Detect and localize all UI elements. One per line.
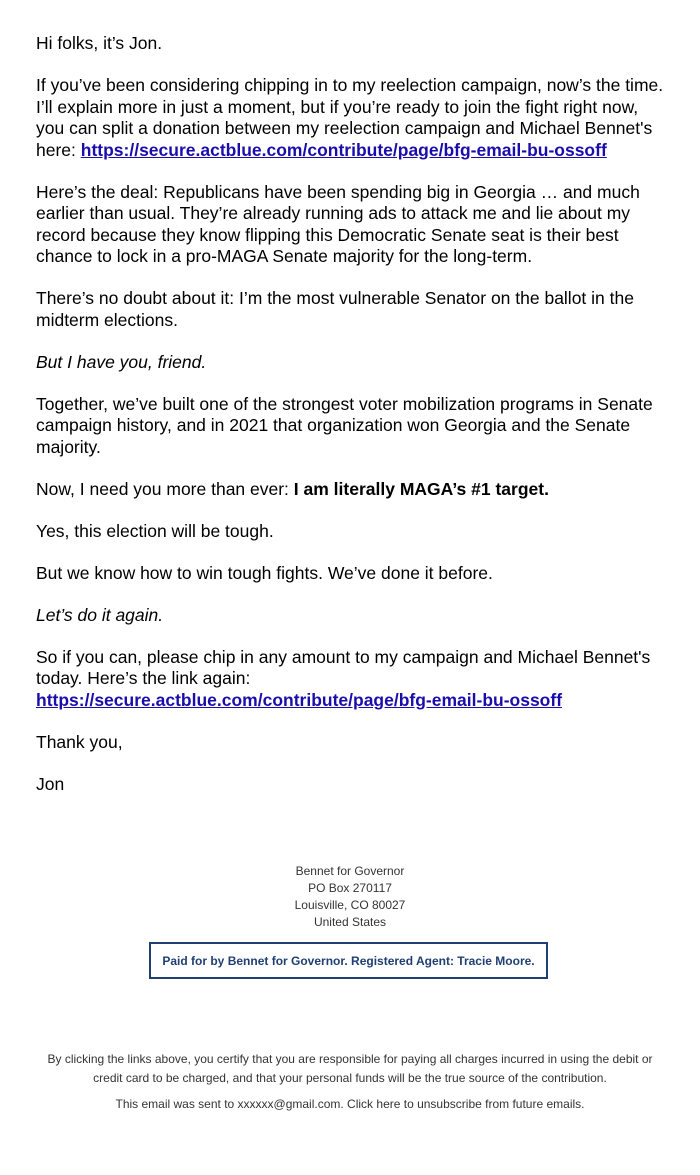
email-body [36,33,666,816]
paragraph-need-you [36,479,666,501]
signature: Jon [36,773,65,794]
paragraph-together: Together, we’ve built one of the strongest voter mobilization programs in Senate campaign history, and in 2021 that organization won Georgia and the Senate majority. [36,393,653,457]
address-org: Bennet for Governor [295,864,405,878]
legal-disclaimer: By clicking the links above, you certify that you are responsible for paying all charges incurred in using the debit or credit card to be charged, and that your personal funds will be the true source of the contribution. [47,1052,653,1085]
paragraph-chip-in-text: So if you can, please chip in any amount to my campaign and Michael Bennet's today. Here’s the link again: [36,646,651,688]
paragraph-vulnerable: There’s no doubt about it: I’m the most vulnerable Senator on the ballot in the midterm elections. [36,288,634,330]
paragraph-intro-text: If you’ve been considering chipping in to my reelection campaign, now’s the time. I’ll explain more in just a moment, but if you’re ready to join the fight right now, you can split a donation between my reelection campaign and Michael Bennet's here: [36,75,664,160]
unsubscribe-notice[interactable]: This email was sent to xxxxxx@gmail.com. Click here to unsubscribe from future emails. [115,1097,585,1111]
paid-for-text: Paid for by Bennet for Governor. Registered Agent: Tracie Moore. [162,953,535,968]
paragraph-chip-in [36,647,666,712]
donate-link-again[interactable]: https://secure.actblue.com/contribute/page/bfg-email-bu-ossoff [36,689,563,710]
address-po-box: PO Box 270117 [308,881,392,895]
mailing-address [0,863,700,931]
address-country: United States [313,915,387,929]
paragraph-again: Let’s do it again. [36,604,164,625]
paragraph-deal: Here’s the deal: Republicans have been spending big in Georgia … and much earlier than usual. They’re already running ads to attack me and lie about my record because they know flipping this Democratic Senate seat is their best chance to lock in a pro-MAGA Senate majority for the long-term. [36,181,640,266]
closing: Thank you, [36,731,123,752]
target-emphasis: I am literally MAGA’s #1 target. [293,478,549,499]
address-city: Louisville, CO 80027 [294,898,406,912]
paragraph-tough: Yes, this election will be tough. [36,520,274,541]
paragraph-have-you: But I have you, friend. [36,351,207,372]
paragraph-need-you-text: Now, I need you more than ever: [36,478,294,499]
donate-link[interactable]: https://secure.actblue.com/contribute/page/bfg-email-bu-ossoff [80,139,607,160]
greeting: Hi folks, it’s Jon. [36,33,163,53]
paragraph-intro [36,75,666,161]
paid-for-box [149,942,548,979]
paragraph-win: But we know how to win tough fights. We’ve done it before. [36,562,493,583]
